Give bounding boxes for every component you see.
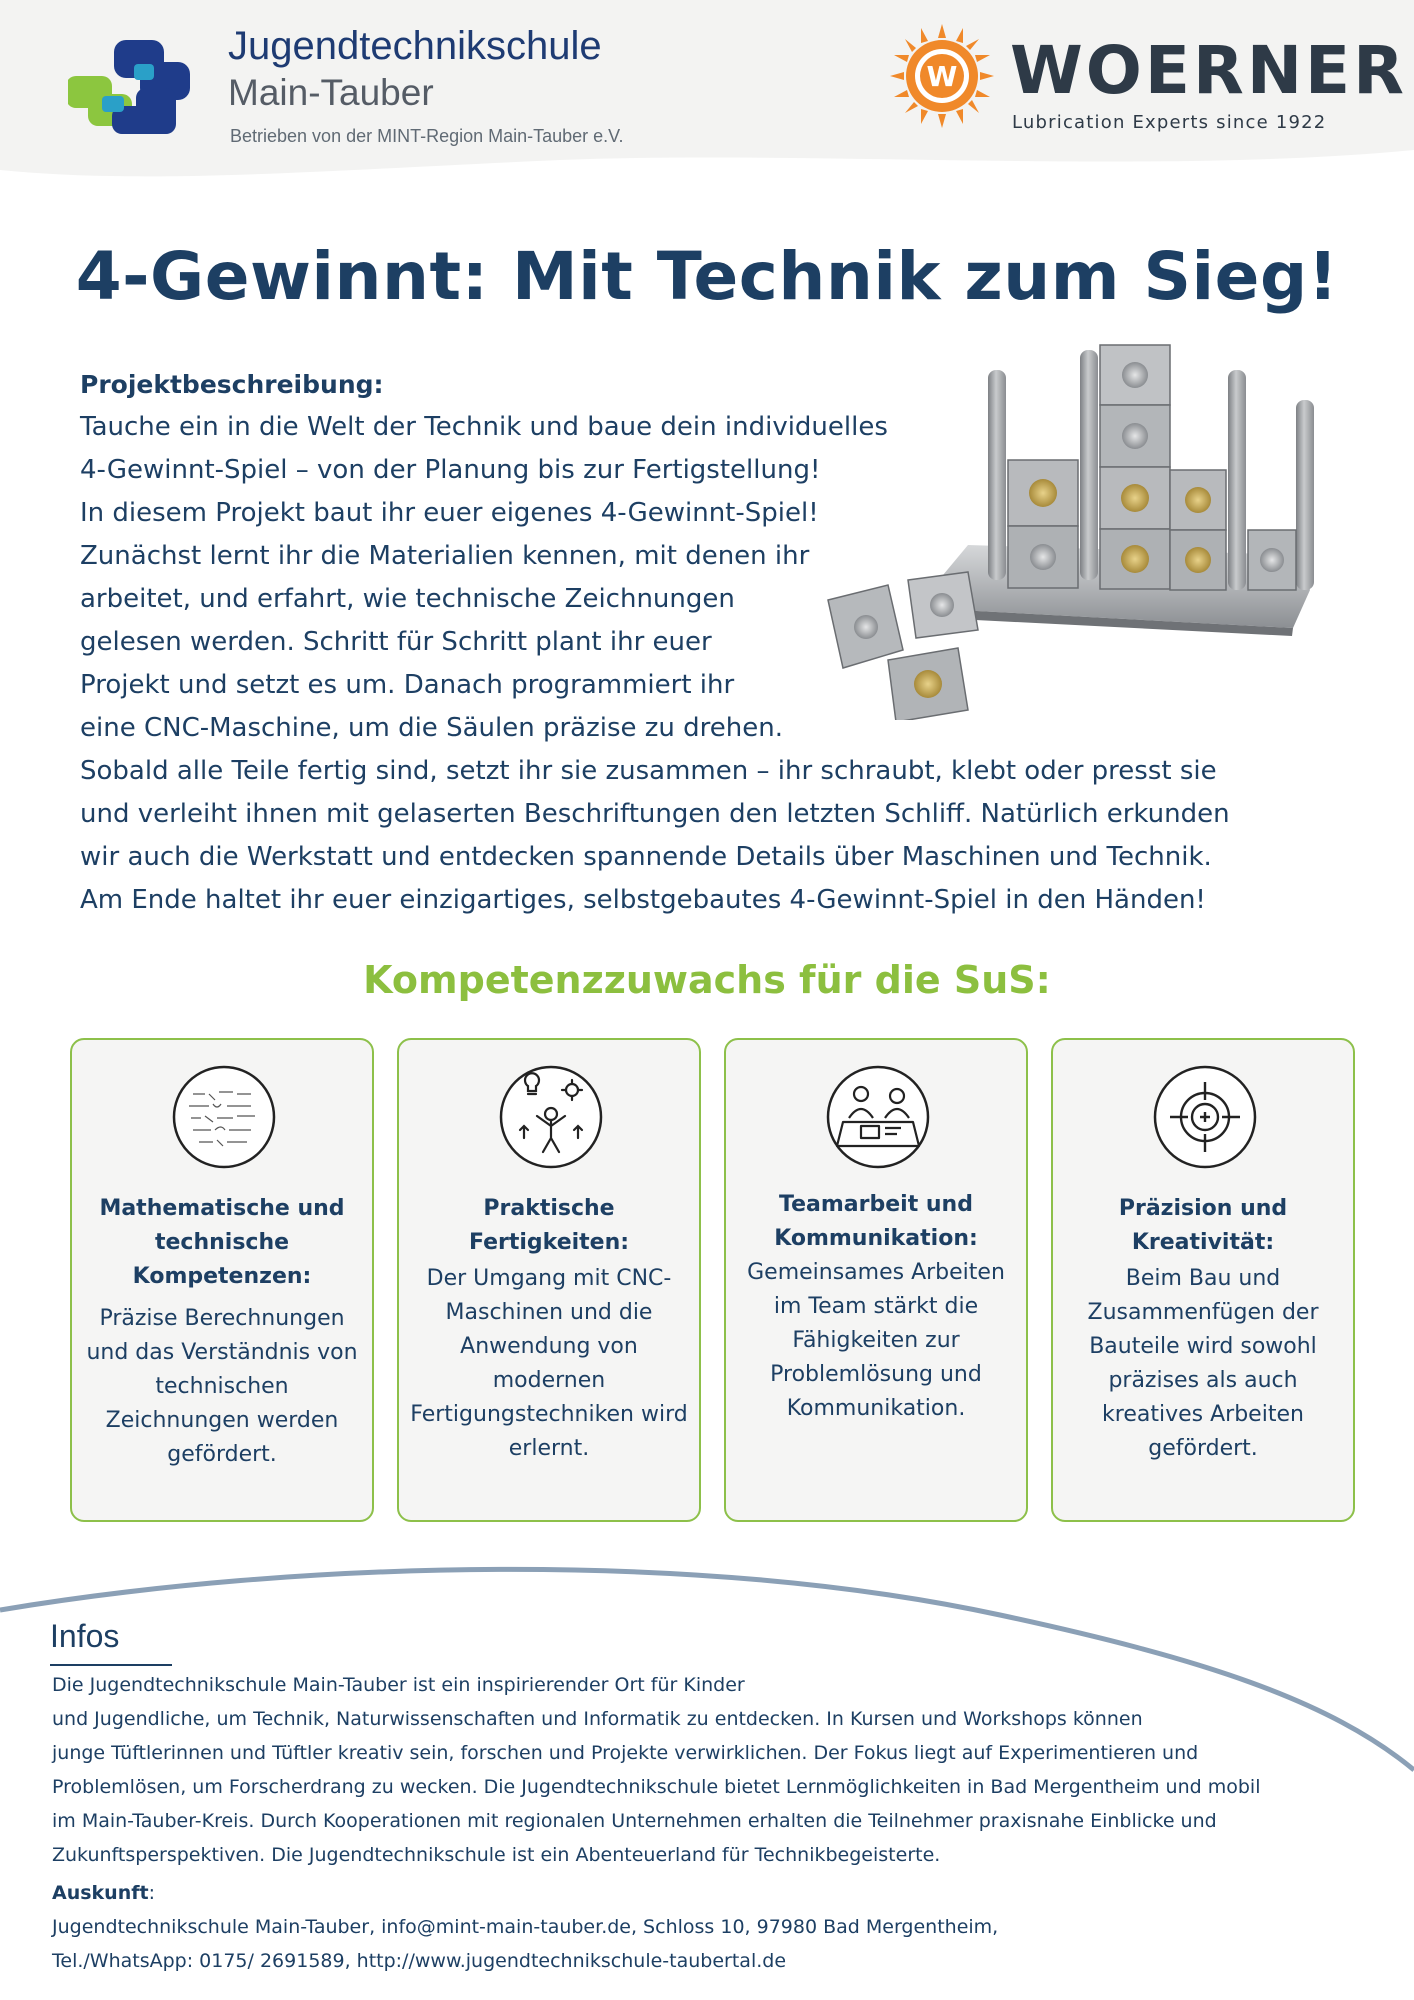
info-line: im Main-Tauber-Kreis. Durch Kooperationen mit regionalen Unternehmen erhalten die Teilnehmer praxisnahe Einblicke und xyxy=(52,1810,1217,1832)
sponsor-name: WOERNER xyxy=(1010,32,1407,109)
page-title: 4-Gewinnt: Mit Technik zum Sieg! xyxy=(75,238,1339,315)
description-line: Am Ende haltet ihr euer einzigartiges, selbstgebautes 4-Gewinnt-Spiel in den Händen! xyxy=(80,885,1206,915)
competence-card-text: Beim Bau und Zusammenfügen der Bauteile wird sowohl präzises als auch kreatives Arbeiten gefördert. xyxy=(1087,1266,1319,1461)
jts-name-line1: Jugendtechnikschule xyxy=(228,24,602,68)
info-line: junge Tüftlerinnen und Tüftler kreativ sein, forschen und Projekte verwirklichen. Der Fokus liegt auf Experimentieren und xyxy=(52,1742,1199,1764)
description-line: wir auch die Werkstatt und entdecken spannende Details über Maschinen und Technik. xyxy=(80,842,1212,872)
description-line: Zunächst lernt ihr die Materialien kennen, mit denen ihr xyxy=(80,541,810,571)
math-formulas-icon xyxy=(171,1064,277,1170)
description-line: Projekt und setzt es um. Danach programmiert ihr xyxy=(80,670,735,700)
description-line: In diesem Projekt baut ihr euer eigenes 4-Gewinnt-Spiel! xyxy=(80,498,819,528)
sponsor-tagline: Lubrication Experts since 1922 xyxy=(1012,112,1327,133)
competence-card-title: Präzision und Kreativität: xyxy=(1118,1196,1288,1255)
description-line: Sobald alle Teile fertig sind, setzt ihr sie zusammen – ihr schraubt, klebt oder presst sie xyxy=(80,756,1217,786)
jts-subtitle: Betrieben von der MINT-Region Main-Tauber e.V. xyxy=(230,126,624,146)
description-line: und verleiht ihnen mit gelaserten Beschriftungen den letzten Schliff. Natürlich erkunden xyxy=(80,799,1230,829)
description-line: gelesen werden. Schritt für Schritt plant ihr euer xyxy=(80,627,712,657)
competence-card-precision xyxy=(1051,1038,1355,1522)
idea-gears-person-icon xyxy=(498,1064,604,1170)
description-heading: Projektbeschreibung: xyxy=(80,370,384,399)
info-line: Problemlösen, um Forscherdrang zu wecken. Die Jugendtechnikschule bietet Lernmöglichkeiten in Bad Mergentheim und mobil xyxy=(52,1776,1261,1798)
jts-name-line2: Main-Tauber xyxy=(228,72,434,113)
competence-card-title: Mathematische und technische Kompetenzen: xyxy=(99,1196,345,1289)
description-line: eine CNC-Maschine, um die Säulen präzise zu drehen. xyxy=(80,713,783,743)
contact-label: Auskunft: xyxy=(52,1882,155,1904)
contact-line[interactable]: Tel./WhatsApp: 0175/ 2691589, http://www.jugendtechnikschule-taubertal.de xyxy=(52,1950,787,1972)
competence-card-title: Praktische Fertigkeiten: xyxy=(468,1196,630,1255)
competence-card-text: Präzise Berechnungen und das Verständnis von technischen Zeichnungen werden gefördert. xyxy=(86,1306,358,1467)
description-line: arbeitet, und erfahrt, wie technische Zeichnungen xyxy=(80,584,735,614)
product-photo xyxy=(818,330,1318,720)
competence-card-math xyxy=(70,1038,374,1522)
target-crosshair-icon xyxy=(1152,1064,1258,1170)
infos-heading: Infos xyxy=(50,1618,120,1654)
competence-card-teamwork xyxy=(724,1038,1028,1522)
competence-card-text: Gemeinsames Arbeiten im Team stärkt die Fähigkeiten zur Problemlösung und Kommunikation. xyxy=(747,1260,1005,1421)
description-line: Tauche ein in die Welt der Technik und baue dein individuelles xyxy=(80,412,888,442)
teamwork-icon xyxy=(825,1064,931,1170)
infos-underline xyxy=(50,1664,172,1666)
competence-card-title: Teamarbeit und Kommunikation: xyxy=(774,1192,978,1251)
contact-label-text: Auskunft xyxy=(52,1882,149,1904)
woerner-logo-icon xyxy=(890,24,994,128)
jts-logo-icon xyxy=(68,34,196,146)
competence-card-text: Der Umgang mit CNC-Maschinen und die Anwendung von modernen Fertigungstechniken wird erlernt. xyxy=(410,1266,688,1461)
svg-text:W: W xyxy=(926,60,958,93)
description-line: 4-Gewinnt-Spiel – von der Planung bis zur Fertigstellung! xyxy=(80,455,821,485)
info-line: und Jugendliche, um Technik, Naturwissenschaften und Informatik zu entdecken. In Kursen und Workshops können xyxy=(52,1708,1143,1730)
info-line: Die Jugendtechnikschule Main-Tauber ist ein inspirierender Ort für Kinder xyxy=(52,1674,745,1696)
contact-line[interactable]: Jugendtechnikschule Main-Tauber, info@mint-main-tauber.de, Schloss 10, 97980 Bad Mergentheim, xyxy=(52,1916,999,1938)
competences-heading: Kompetenzzuwachs für die SuS: xyxy=(363,958,1051,1002)
competence-card-practical xyxy=(397,1038,701,1522)
info-line: Zukunftsperspektiven. Die Jugendtechnikschule ist ein Abenteuerland für Technikbegeisterte. xyxy=(52,1844,941,1866)
